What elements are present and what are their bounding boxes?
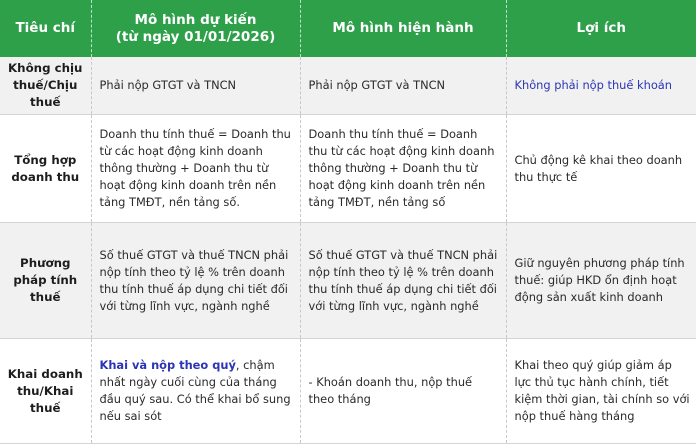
table-body [0, 57, 696, 444]
row-proposed: Doanh thu tính thuế = Doanh thu từ các hoạt động kinh doanh thông thường + Doanh thu từ hoạt động kinh doanh trên nền tảng TMĐT, nền tảng số. [91, 115, 300, 223]
table-row [0, 115, 696, 223]
header-proposed-date: (từ ngày 01/01/2026) [115, 28, 276, 45]
row-benefit: Không phải nộp thuế khoán [506, 57, 696, 115]
row-criteria: Phương pháp tính thuế [0, 223, 91, 339]
row-proposed: Phải nộp GTGT và TNCN [91, 57, 300, 115]
row-current: Doanh thu tính thuế = Doanh thu từ các hoạt động kinh doanh thông thường + Doanh thu từ hoạt động kinh doanh trên nền tảng TMĐT, nền tảng số [300, 115, 506, 223]
row-benefit: Chủ động kê khai theo doanh thu thực tế [506, 115, 696, 223]
row-proposed-highlight: Khai và nộp theo quý [99, 358, 236, 372]
row-current: - Khoán doanh thu, nộp thuế theo tháng [300, 339, 506, 444]
header-row [0, 0, 696, 57]
row-current: Phải nộp GTGT và TNCN [300, 57, 506, 115]
header-benefit: Lợi ích [506, 0, 696, 57]
row-criteria: Không chịu thuế/Chịu thuế [0, 57, 91, 115]
row-criteria: Khai doanh thu/Khai thuế [0, 339, 91, 444]
row-proposed [91, 339, 300, 444]
row-benefit: Khai theo quý giúp giảm áp lực thủ tục hành chính, tiết kiệm thời gian, tài chính so với nộp thuế hàng tháng [506, 339, 696, 444]
header-current-model: Mô hình hiện hành [300, 0, 506, 57]
row-proposed: Số thuế GTGT và thuế TNCN phải nộp tính theo tỷ lệ % trên doanh thu tính thuế áp dụng chi tiết đối với từng lĩnh vực, ngành nghề [91, 223, 300, 339]
header-criteria: Tiêu chí [0, 0, 91, 57]
row-proposed-detail: , chậm nhất ngày cuối cùng của tháng đầu quý sau. Có thể khai bổ sung nếu sai sót [99, 358, 291, 423]
header-proposed-title: Mô hình dự kiến [134, 11, 257, 28]
table-header [0, 0, 696, 57]
table-row [0, 57, 696, 115]
table-row [0, 339, 696, 444]
header-proposed-model [91, 0, 300, 57]
table-row [0, 223, 696, 339]
row-benefit: Giữ nguyên phương pháp tính thuế: giúp HKD ổn định hoạt động sản xuất kinh doanh [506, 223, 696, 339]
row-current: Số thuế GTGT và thuế TNCN phải nộp tính theo tỷ lệ % trên doanh thu tính thuế áp dụng chi tiết đối với từng lĩnh vực, ngành nghề [300, 223, 506, 339]
row-criteria: Tổng hợp doanh thu [0, 115, 91, 223]
